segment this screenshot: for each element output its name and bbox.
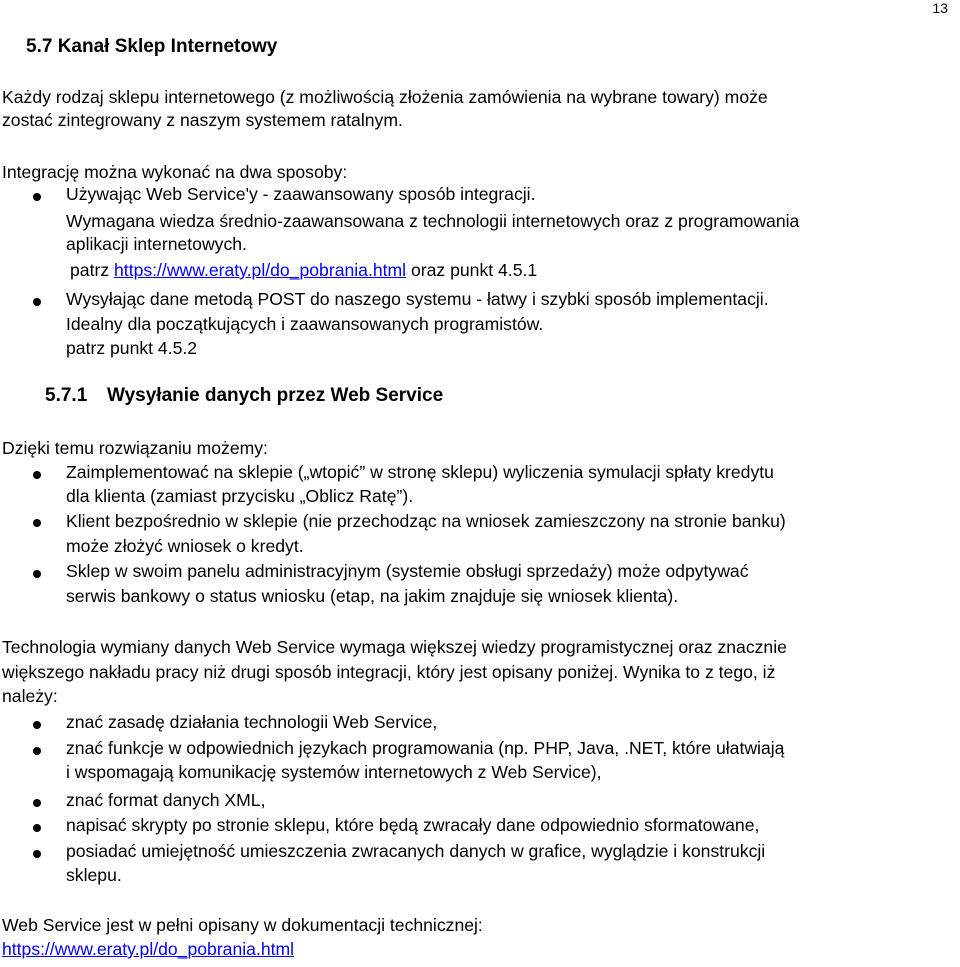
method2-desc: Idealny dla początkujących i zaawansowanych programistów. bbox=[66, 314, 544, 334]
benefit-2-line-2: może złożyć wniosek o kredyt. bbox=[66, 536, 304, 556]
download-link[interactable]: https://www.eraty.pl/do_pobrania.html bbox=[114, 260, 407, 280]
bullet-icon bbox=[33, 519, 41, 527]
benefit-1-line-1: Zaimplementować na sklepie („wtopić” w stronę sklepu) wyliczenia symulacji spłaty kredytu bbox=[66, 462, 774, 482]
page-number: 13 bbox=[932, 0, 948, 16]
bullet-icon bbox=[33, 570, 41, 578]
bullet-icon bbox=[33, 471, 41, 479]
requirement-2-line-1: znać funkcje w odpowiednich językach programowania (np. PHP, Java, .NET, które ułatwiają bbox=[66, 738, 785, 758]
bullet-icon bbox=[33, 850, 41, 858]
tech-line-3: należy: bbox=[2, 686, 58, 706]
subsection-number: 5.7.1 bbox=[45, 385, 88, 406]
requirement-5-line-2: sklepu. bbox=[66, 865, 122, 885]
bullet-icon bbox=[33, 298, 41, 306]
benefit-3-line-2: serwis bankowy o status wniosku (etap, na jakim znajduje się wniosek klienta). bbox=[66, 586, 679, 606]
bullet-icon bbox=[33, 747, 41, 755]
requirement-1: znać zasadę działania technologii Web Service, bbox=[66, 712, 438, 732]
method1-title: Używając Web Service'y - zaawansowany sposób integracji. bbox=[66, 184, 536, 204]
tech-line-2: większego nakładu pracy niż drugi sposób integracji, który jest opisany poniżej. Wynika to z tego, iż bbox=[2, 662, 776, 682]
requirement-2-line-2: i wspomagają komunikację systemów internetowych z Web Service), bbox=[66, 762, 602, 782]
requirement-3: znać format danych XML, bbox=[66, 790, 266, 810]
subsection-heading bbox=[45, 385, 443, 407]
doc-download-link[interactable]: https://www.eraty.pl/do_pobrania.html bbox=[2, 939, 295, 959]
method2-see: patrz punkt 4.5.2 bbox=[66, 338, 198, 358]
bullet-icon bbox=[33, 721, 41, 729]
doc-text: Web Service jest w pełni opisany w dokumentacji technicznej: bbox=[2, 915, 483, 935]
method2-title: Wysyłając dane metodą POST do naszego systemu - łatwy i szybki sposób implementacji. bbox=[66, 289, 769, 309]
tech-line-1: Technologia wymiany danych Web Service wymaga większej wiedzy programistycznej oraz znacznie bbox=[2, 637, 787, 657]
benefit-2-line-1: Klient bezpośrednio w sklepie (nie przechodząc na wniosek zamieszczony na stronie banku) bbox=[66, 511, 786, 531]
method1-desc-2: aplikacji internetowych. bbox=[66, 234, 247, 254]
subsection-title: Wysyłanie danych przez Web Service bbox=[107, 385, 444, 406]
method1-see-prefix: patrz bbox=[70, 260, 115, 280]
method1-desc-1: Wymagana wiedza średnio-zaawansowana z technologii internetowych oraz z programowania bbox=[66, 211, 800, 231]
benefits-intro: Dzięki temu rozwiązaniu możemy: bbox=[2, 438, 268, 458]
section-heading: 5.7 Kanał Sklep Internetowy bbox=[26, 36, 278, 57]
method1-see-suffix: oraz punkt 4.5.1 bbox=[406, 260, 538, 280]
doc-link-line bbox=[2, 938, 294, 961]
method1-see bbox=[70, 259, 537, 282]
intro-line-2: zostać zintegrowany z naszym systemem ratalnym. bbox=[2, 110, 403, 130]
requirement-5-line-1: posiadać umiejętność umieszczenia zwracanych danych w grafice, wyglądzie i konstrukcji bbox=[66, 841, 766, 861]
bullet-icon bbox=[33, 193, 41, 201]
intro-line-1: Każdy rodzaj sklepu internetowego (z możliwością złożenia zamówienia na wybrane towary) może bbox=[2, 87, 768, 107]
requirement-4: napisać skrypty po stronie sklepu, które będą zwracały dane odpowiednio sformatowane, bbox=[66, 815, 760, 835]
bullet-icon bbox=[33, 799, 41, 807]
benefit-3-line-1: Sklep w swoim panelu administracyjnym (systemie obsługi sprzedaży) może odpytywać bbox=[66, 561, 749, 581]
benefit-1-line-2: dla klienta (zamiast przycisku „Oblicz Ratę”). bbox=[66, 486, 414, 506]
methods-intro: Integrację można wykonać na dwa sposoby: bbox=[2, 162, 348, 182]
bullet-icon bbox=[33, 824, 41, 832]
